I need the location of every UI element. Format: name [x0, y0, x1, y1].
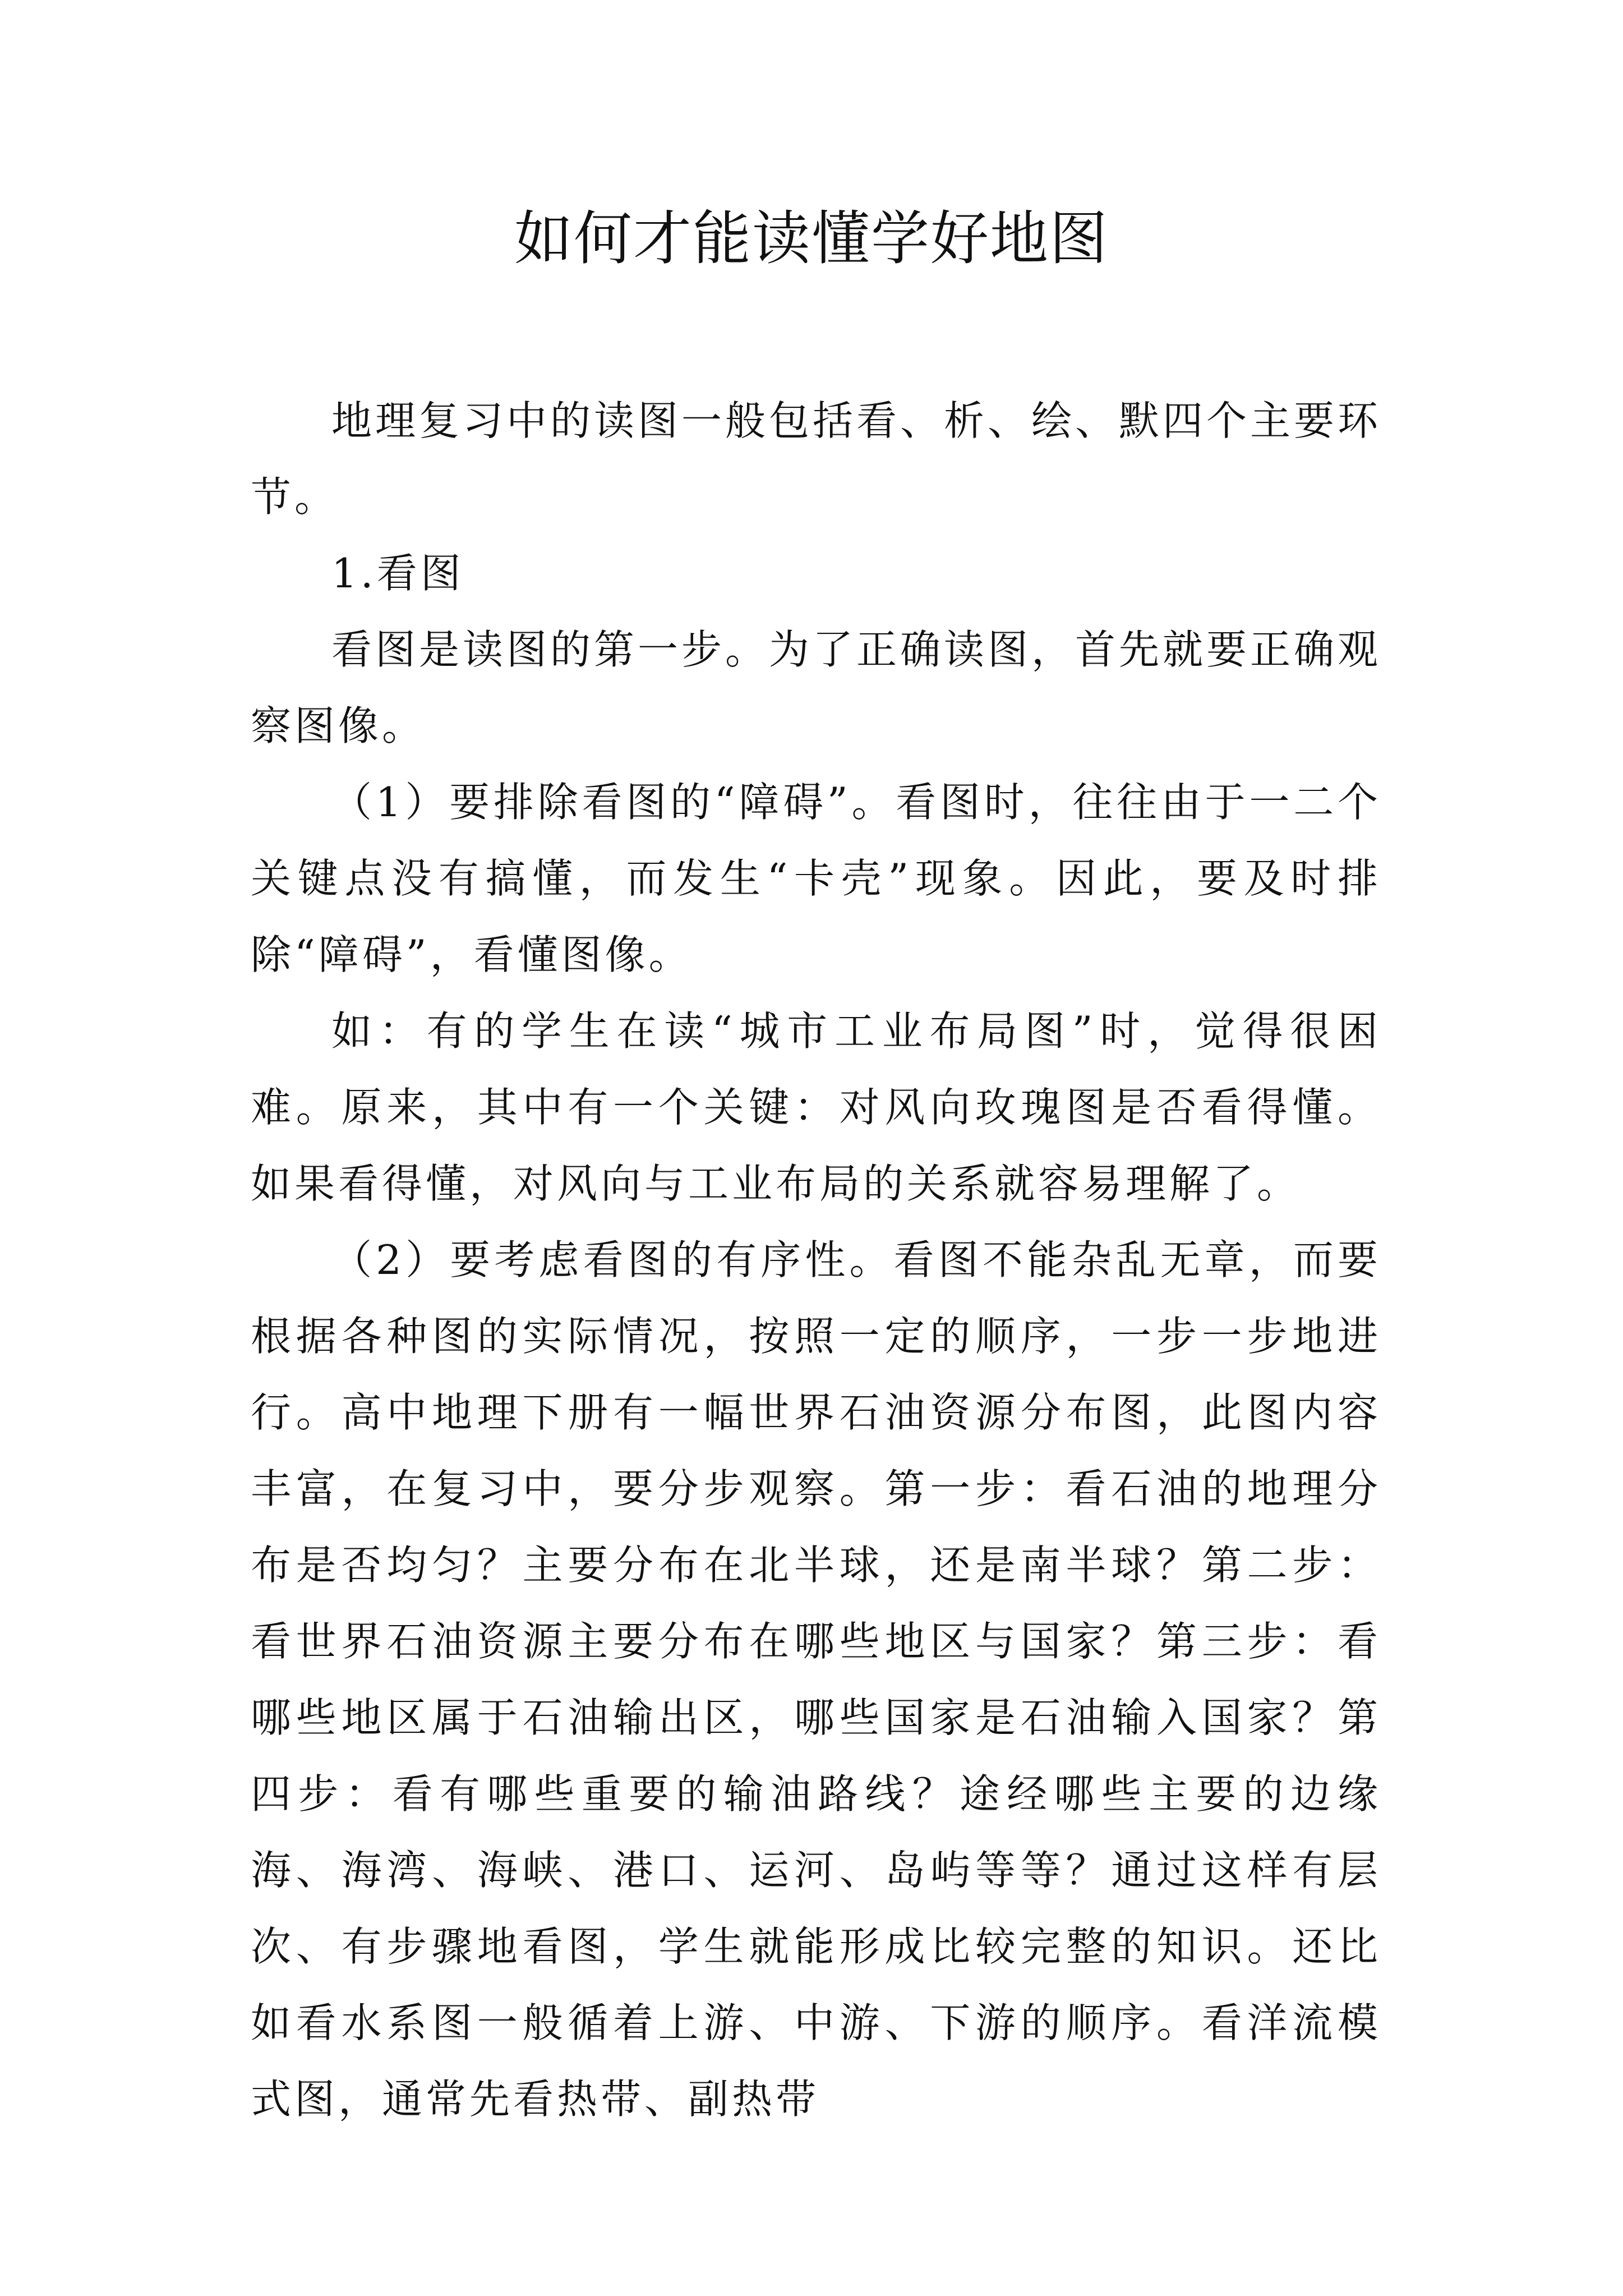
- paragraph-point-1: （1）要排除看图的“障碍”。看图时，往往由于一二个关键点没有搞懂，而发生“卡壳”现象。因此，要及时排除“障碍”，看懂图像。: [251, 779, 1381, 978]
- paragraph-example: 如：有的学生在读“城市工业布局图”时，觉得很困难。原来，其中有一个关键：对风向玫瑰图是否看得懂。如果看得懂，对风向与工业布局的关系就容易理解了。: [251, 1007, 1381, 1207]
- paragraph-point-2: （2）要考虑看图的有序性。看图不能杂乱无章，而要根据各种图的实际情况，按照一定的顺序，一步一步地进行。高中地理下册有一幅世界石油资源分布图，此图内容丰富，在复习中，要分步观察。第一步：看石油的地理分布是否均匀？主要分布在北半球，还是南半球？第二步：看世界石油资源主要分布在哪些地区与国家？第三步：看哪些地区属于石油输出区，哪些国家是石油输入国家？第四步：看有哪些重要的输油路线？途经哪些主要的边缘海、海湾、海峡、港口、运河、岛屿等等？通过这样有层次、有步骤地看图，学生就能形成比较完整的知识。还比如看水系图一般循着上游、中游、下游的顺序。看洋流模式图，通常先看热带、副热带: [251, 1236, 1381, 2123]
- document-title: 如何才能读懂学好地图: [514, 204, 1109, 273]
- section-heading-kantu: 1.看图: [331, 550, 464, 597]
- document-body: [251, 383, 1381, 2137]
- paragraph-intro: 地理复习中的读图一般包括看、析、绘、默四个主要环节。: [251, 397, 1382, 521]
- paragraph-kantu: 看图是读图的第一步。为了正确读图，首先就要正确观察图像。: [251, 626, 1382, 749]
